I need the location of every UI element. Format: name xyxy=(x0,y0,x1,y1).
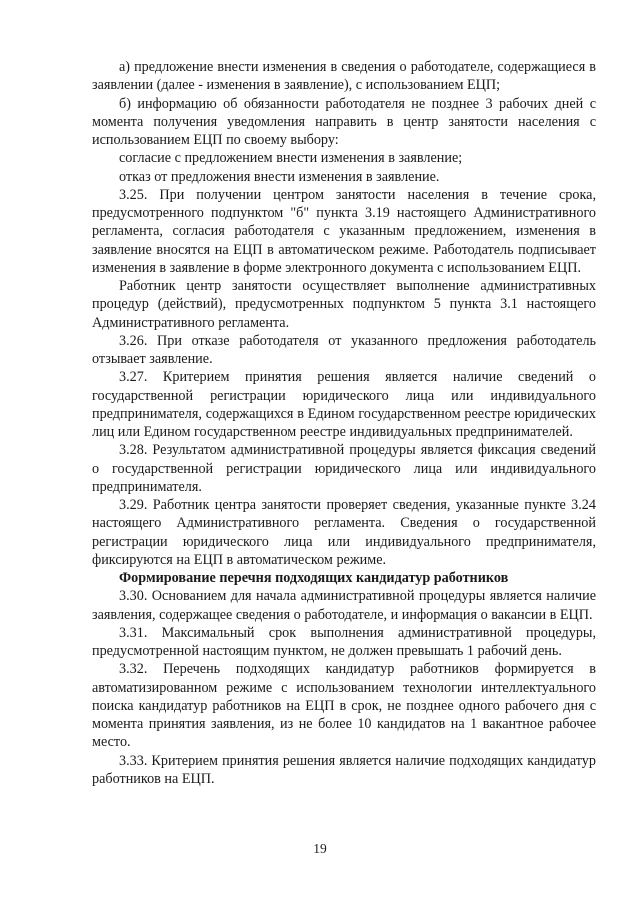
paragraph-item-a: а) предложение внести изменения в сведения о работодателе, содержащиеся в заявлении (далее - изменения в заявление), с использованием ЕЦП; xyxy=(92,59,596,94)
paragraph-3-25: 3.25. При получении центром занятости населения в течение срока, предусмотренного подпунктом "б" пункта 3.19 настоящего Административного регламента, согласия работодателя с указанным предложением, изменения в заявление вносятся на ЕЦП в автоматическом режиме. Работодатель подписывает изменения в заявление в форме электронного документа с использованием ЕЦП. xyxy=(92,186,596,276)
paragraph-3-29: 3.29. Работник центра занятости проверяет сведения, указанные пункте 3.24 настоящего Административного регламента. Сведения о государственной регистрации юридического лица или индивидуального предпринимателя, фиксируются на ЕЦП в автоматическом режиме. xyxy=(92,497,596,568)
paragraph-3-26: 3.26. При отказе работодателя от указанного предложения работодатель отзывает заявление. xyxy=(92,332,596,367)
paragraph-option-refusal: отказ от предложения внести изменения в заявление. xyxy=(119,168,440,185)
paragraph-option-consent: согласие с предложением внести изменения в заявление; xyxy=(119,150,463,167)
section-heading: Формирование перечня подходящих кандидатур работников xyxy=(119,570,509,586)
page-number: 19 xyxy=(313,841,327,856)
paragraph-3-33: 3.33. Критерием принятия решения является наличие подходящих кандидатур работников на ЕЦП. xyxy=(92,752,596,787)
paragraph-item-b: б) информацию об обязанности работодателя не позднее 3 рабочих дней с момента получения уведомления направить в центр занятости населения с использованием ЕЦП по своему выбору: xyxy=(92,95,596,148)
paragraph-3-27: 3.27. Критерием принятия решения является наличие сведений о государственной регистрации юридического лица или индивидуального предпринимателя, содержащихся в Едином государственном реестре юридических лиц или Едином государственном реестре индивидуальных предпринимателей. xyxy=(92,369,596,440)
paragraph-3-28: 3.28. Результатом административной процедуры является фиксация сведений о государственной регистрации юридического лица или индивидуального предпринимателя. xyxy=(92,442,596,495)
paragraph-3-32: 3.32. Перечень подходящих кандидатур работников формируется в автоматизированном режиме с использованием технологии интеллектуального поиска кандидатур работников на ЕЦП в срок, не позднее одного рабочего дня с момента принятия заявления, из не более 10 кандидатов на 1 вакантное рабочее место. xyxy=(92,661,596,751)
paragraph-3-31: 3.31. Максимальный срок выполнения административной процедуры, предусмотренной настоящим пунктом, не должен превышать 1 рабочий день. xyxy=(92,624,596,659)
paragraph-3-30: 3.30. Основанием для начала административной процедуры является наличие заявления, содержащее сведения о работодателе, и информация о вакансии в ЕЦП. xyxy=(92,588,596,623)
document-page xyxy=(92,58,596,788)
paragraph-employee-procedures: Работник центр занятости осуществляет выполнение административных процедур (действий), предусмотренных подпунктом 5 пункта 3.1 настоящего Административного регламента. xyxy=(92,278,596,331)
